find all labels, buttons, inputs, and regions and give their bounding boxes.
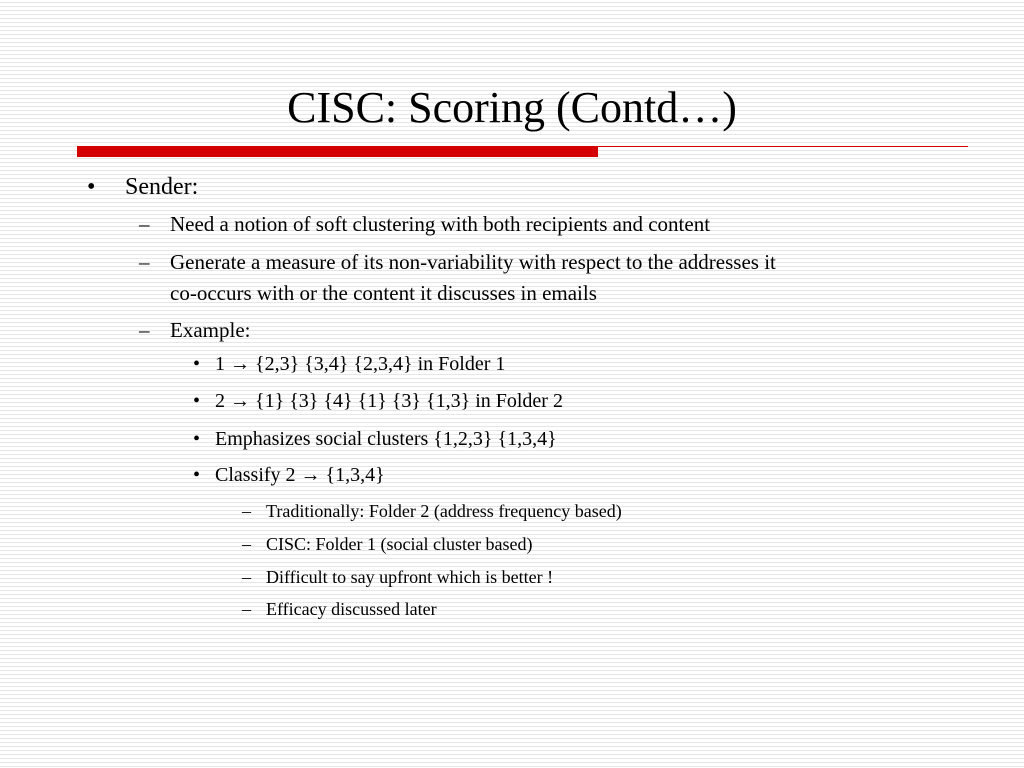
sub-bullet-text-line1: Generate a measure of its non-variability with respect to the addresses it (170, 250, 776, 274)
bullet-marker: • (193, 464, 201, 486)
example-text: Emphasizes social clusters {1,2,3} {1,3,4} (215, 428, 557, 450)
example-text: 2 → {1} {3} {4} {1} {3} {1,3} in Folder 2 (215, 390, 563, 412)
dash-marker: – (242, 599, 251, 619)
detail-text: Efficacy discussed later (266, 599, 437, 619)
bullet-marker: • (193, 353, 201, 375)
bullet-marker: • (87, 174, 96, 200)
title-underline-thin (598, 146, 968, 147)
title-underline-thick (77, 146, 598, 157)
dash-marker: – (242, 534, 251, 554)
dash-marker: – (139, 212, 150, 236)
dash-marker: – (242, 501, 251, 521)
slide-title: CISC: Scoring (Contd…) (287, 83, 737, 132)
dash-marker: – (139, 318, 150, 342)
bullet-marker: • (193, 428, 201, 450)
bullet-text: Sender: (125, 174, 199, 200)
example-text: 1 → {2,3} {3,4} {2,3,4} in Folder 1 (215, 353, 506, 375)
dash-marker: – (242, 567, 251, 587)
sub-bullet-text: Need a notion of soft clustering with both recipients and content (170, 212, 711, 236)
detail-text: Difficult to say upfront which is better ! (266, 567, 554, 587)
bullet-marker: • (193, 390, 201, 412)
sub-bullet-text: Example: (170, 318, 251, 342)
detail-text: CISC: Folder 1 (social cluster based) (266, 534, 533, 554)
example-text: Classify 2 → {1,3,4} (215, 464, 385, 486)
dash-marker: – (139, 250, 150, 274)
sub-bullet-text-line2: co-occurs with or the content it discusses in emails (170, 281, 597, 305)
detail-text: Traditionally: Folder 2 (address frequency based) (266, 501, 622, 521)
